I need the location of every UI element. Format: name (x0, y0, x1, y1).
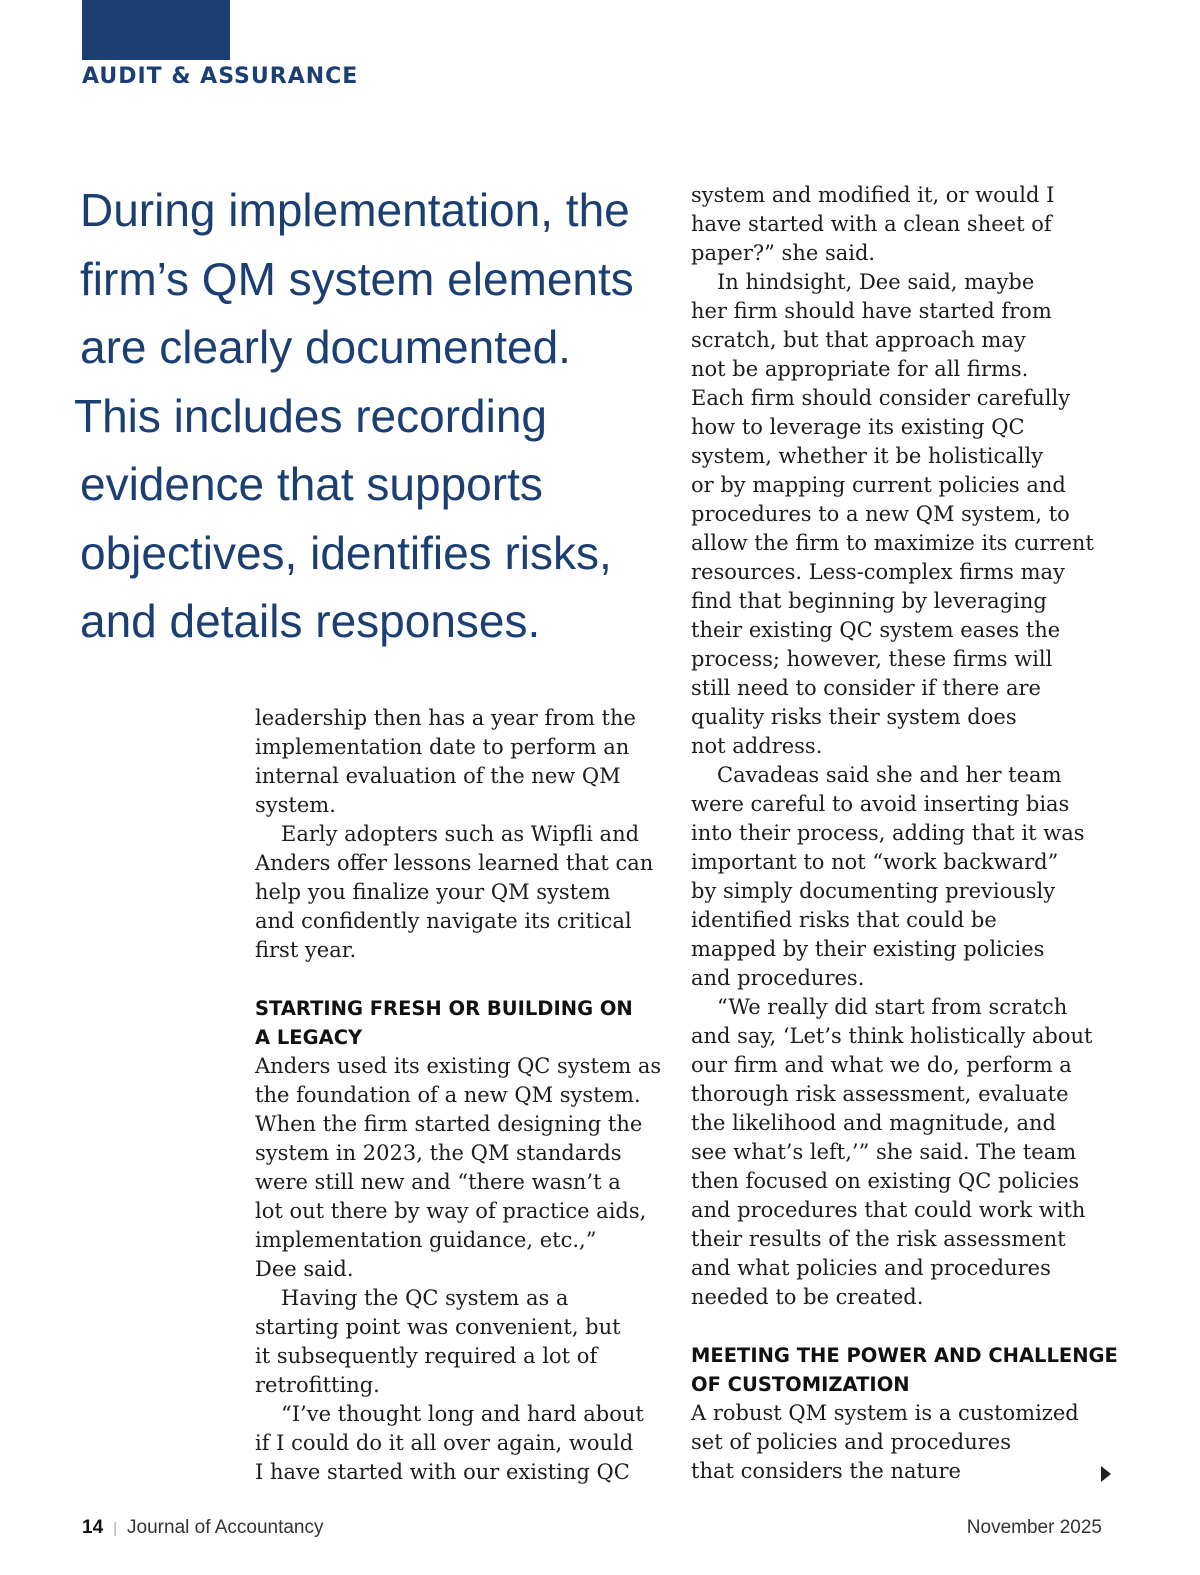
heading-line: MEETING THE POWER AND CHALLENGE (691, 1344, 1118, 1367)
text-line: mapped by their existing policies (691, 937, 1045, 961)
text-line: our firm and what we do, perform a (691, 1053, 1072, 1077)
text-line: system and modified it, or would I (691, 183, 1055, 207)
text-line: Early adopters such as Wipfli and (281, 822, 640, 846)
text-line: by simply documenting previously (691, 879, 1056, 903)
text-line: their existing QC system eases the (691, 618, 1061, 642)
text-line: retrofitting. (255, 1373, 380, 1397)
pull-quote (74, 176, 660, 656)
publication-name: Journal of Accountancy (127, 1517, 324, 1538)
text-line: allow the firm to maximize its current (691, 531, 1094, 555)
pull-quote-line: evidence that supports (80, 458, 543, 510)
text-line: not be appropriate for all firms. (691, 357, 1029, 381)
text-line: lot out there by way of practice aids, (255, 1199, 647, 1223)
text-line: and procedures that could work with (691, 1198, 1086, 1222)
text-line: Anders used its existing QC system as (255, 1054, 662, 1078)
text-line: “We really did start from scratch (717, 995, 1068, 1019)
text-line: still need to consider if there are (691, 676, 1041, 700)
section-heading (255, 994, 675, 1052)
text-line: important to not “work backward” (691, 850, 1059, 874)
text-line: Each firm should consider carefully (691, 386, 1071, 410)
body-paragraph (691, 761, 1121, 993)
continue-arrow-icon[interactable] (1101, 1466, 1111, 1482)
text-line: were careful to avoid inserting bias (691, 792, 1070, 816)
text-line: it subsequently required a lot of (255, 1344, 598, 1368)
text-line: then focused on existing QC policies (691, 1169, 1080, 1193)
text-line: how to leverage its existing QC (691, 415, 1025, 439)
text-line: procedures to a new QM system, to (691, 502, 1070, 526)
heading-line: OF CUSTOMIZATION (691, 1373, 910, 1396)
body-paragraph (255, 704, 675, 820)
text-line: or by mapping current policies and (691, 473, 1066, 497)
pull-quote-line: During implementation, the (80, 184, 630, 236)
pull-quote-line: firm’s QM system elements (80, 252, 634, 305)
text-line: and what policies and procedures (691, 1256, 1051, 1280)
text-line: and confidently navigate its critical (255, 909, 632, 933)
text-line: and procedures. (691, 966, 865, 990)
body-paragraph (691, 268, 1121, 761)
text-line: leadership then has a year from the (255, 706, 636, 730)
text-line: were still new and “there wasn’t a (255, 1170, 621, 1194)
text-line: implementation guidance, etc.,” (255, 1228, 597, 1252)
issue-date: November 2025 (966, 1517, 1102, 1538)
text-line: implementation date to perform an (255, 735, 630, 759)
text-line: find that beginning by leveraging (691, 589, 1047, 613)
body-paragraph (255, 1284, 675, 1400)
text-line: scratch, but that approach may (691, 328, 1026, 352)
text-line: resources. Less-complex firms may (691, 560, 1065, 584)
text-line: if I could do it all over again, would (255, 1431, 634, 1455)
section-label: AUDIT & ASSURANCE (82, 64, 359, 89)
text-line: Cavadeas said she and her team (717, 763, 1062, 787)
left-text-column (255, 704, 675, 1487)
text-line: not address. (691, 734, 823, 758)
text-line: the likelihood and magnitude, and (691, 1111, 1056, 1135)
body-paragraph (691, 1399, 1121, 1486)
text-line: I have started with our existing QC (255, 1460, 630, 1484)
body-paragraph (255, 1052, 675, 1284)
text-line: quality risks their system does (691, 705, 1017, 729)
text-line: system. (255, 793, 336, 817)
body-paragraph (255, 820, 675, 965)
pull-quote-line: are clearly documented. (80, 321, 571, 373)
text-line: have started with a clean sheet of (691, 212, 1052, 236)
text-line: In hindsight, Dee said, maybe (717, 270, 1035, 294)
pull-quote-line: This includes recording (74, 389, 548, 442)
page-number: 14 (82, 1517, 104, 1538)
pull-quote-line: and details responses. (80, 595, 541, 647)
text-line: starting point was convenient, but (255, 1315, 621, 1339)
text-line: Dee said. (255, 1257, 354, 1281)
text-line: A robust QM system is a customized (691, 1401, 1079, 1425)
text-line: Anders offer lessons learned that can (255, 851, 654, 875)
text-line: their results of the risk assessment (691, 1227, 1066, 1251)
text-line: first year. (255, 938, 357, 962)
text-line: and say, ‘Let’s think holistically about (691, 1024, 1093, 1048)
text-line: Having the QC system as a (281, 1286, 569, 1310)
text-line: needed to be created. (691, 1285, 924, 1309)
text-line: thorough risk assessment, evaluate (691, 1082, 1069, 1106)
text-line: system, whether it be holistically (691, 444, 1044, 468)
section-heading (691, 1341, 1121, 1399)
section-color-bar (82, 0, 230, 60)
text-line: “I’ve thought long and hard about (281, 1402, 644, 1426)
heading-line: STARTING FRESH OR BUILDING ON (255, 997, 633, 1020)
heading-line: A LEGACY (255, 1026, 363, 1049)
text-line: internal evaluation of the new QM (255, 764, 621, 788)
footer-left (82, 1517, 324, 1539)
text-line: the foundation of a new QM system. (255, 1083, 641, 1107)
body-paragraph (255, 1400, 675, 1487)
text-line: her firm should have started from (691, 299, 1052, 323)
right-text-column (691, 181, 1121, 1486)
text-line: help you finalize your QM system (255, 880, 611, 904)
text-line: paper?” she said. (691, 241, 876, 265)
text-line: system in 2023, the QM standards (255, 1141, 622, 1165)
text-line: When the firm started designing the (255, 1112, 643, 1136)
body-paragraph (691, 181, 1121, 268)
text-line: that considers the nature (691, 1459, 961, 1483)
footer-separator: | (113, 1520, 118, 1537)
text-line: set of policies and procedures (691, 1430, 1011, 1454)
text-line: into their process, adding that it was (691, 821, 1085, 845)
body-paragraph (691, 993, 1121, 1312)
text-line: process; however, these firms will (691, 647, 1053, 671)
pull-quote-line: objectives, identifies risks, (80, 526, 612, 579)
text-line: identified risks that could be (691, 908, 997, 932)
text-line: see what’s left,’” she said. The team (691, 1140, 1077, 1164)
